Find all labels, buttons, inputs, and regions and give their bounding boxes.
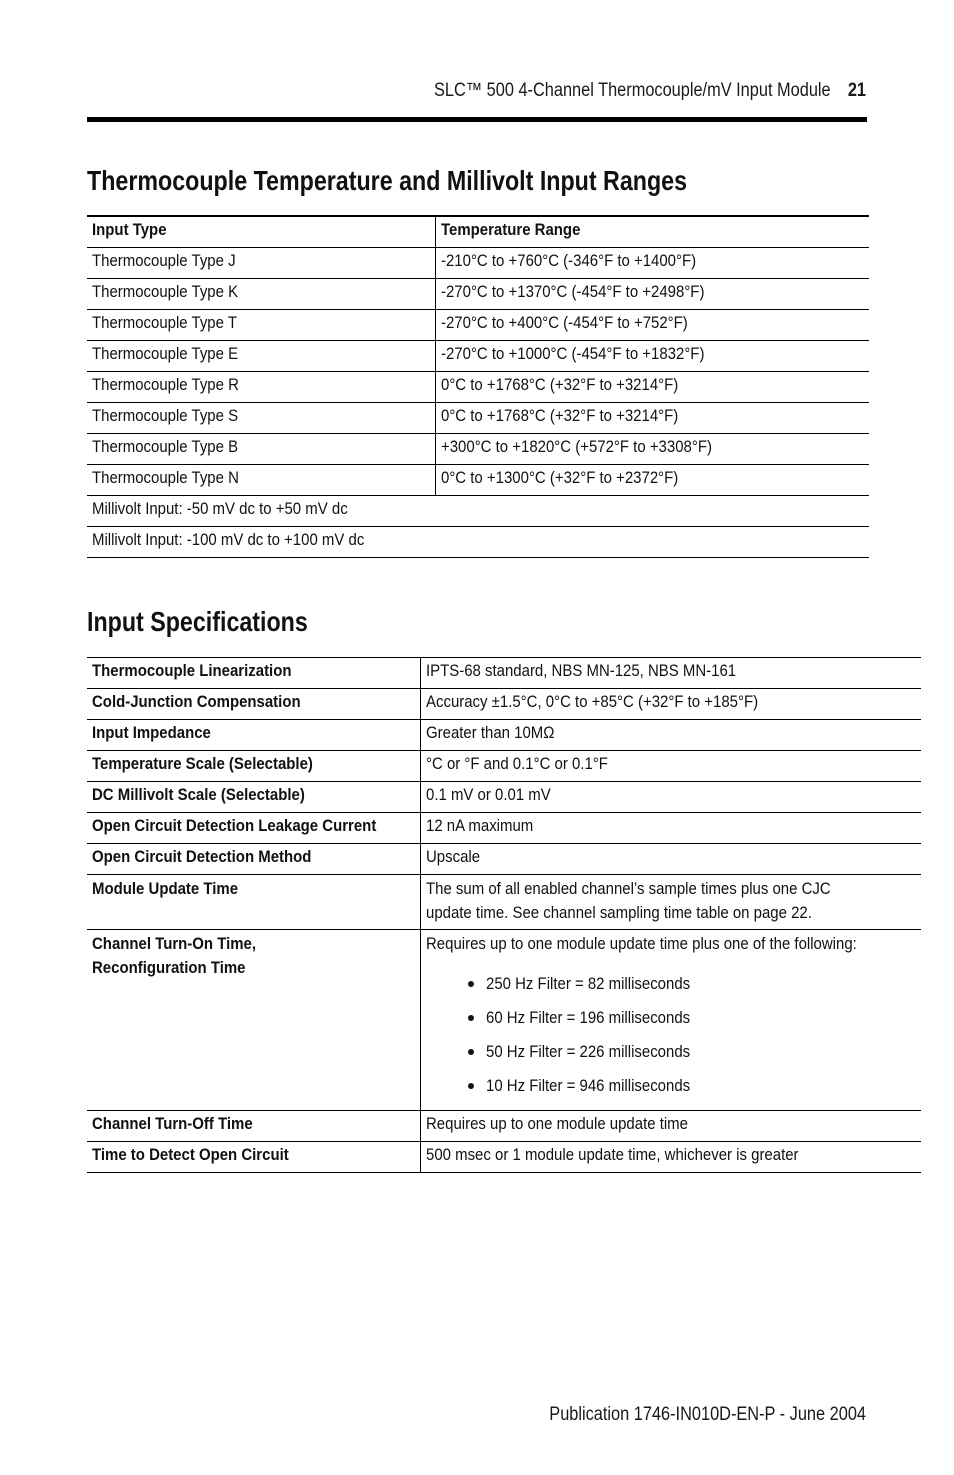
section-title-input-specifications: Input Specifications [87,606,308,637]
temperature-range-cell: -210°C to +760°C (-346°F to +1400°F) [436,248,870,279]
millivolt-range-cell: Millivolt Input: -100 mV dc to +100 mV dc [87,527,869,558]
table-row [87,930,921,1111]
column-header-input-type: Input Type [87,216,436,248]
temperature-range-cell: +300°C to +1820°C (+572°F to +3308°F) [436,434,870,465]
table-row [87,372,869,403]
table-row [87,465,869,496]
bullet-icon [468,1049,474,1055]
column-header-temperature-range: Temperature Range [436,216,870,248]
input-type-cell: Thermocouple Type B [87,434,436,465]
spec-value: 500 msec or 1 module update time, whichever is greater [421,1142,921,1173]
temperature-range-cell: -270°C to +1000°C (-454°F to +1832°F) [436,341,870,372]
spec-value: The sum of all enabled channel’s sample times plus one CJC update time. See channel sampling time table on page 22. [421,875,921,930]
spec-value: Requires up to one module update time plus one of the following: 250 Hz Filter = 82 milliseconds 60 Hz Filter = 196 milliseconds 50 Hz Filter = 226 milliseconds 10 Hz Filter = 946 milliseconds [421,930,921,1111]
table-row [87,248,869,279]
publication-footer: Publication 1746-IN010D-EN-P - June 2004 [549,1404,866,1425]
spec-label: Input Impedance [87,720,421,751]
input-type-cell: Thermocouple Type R [87,372,436,403]
table-row [87,341,869,372]
spec-value: Greater than 10MΩ [421,720,921,751]
spec-label: Thermocouple Linearization [87,658,421,689]
header-rule [87,117,867,122]
spec-value: °C or °F and 0.1°C or 0.1°F [421,751,921,782]
bullet-icon [468,981,474,987]
temperature-range-cell: 0°C to +1768°C (+32°F to +3214°F) [436,372,870,403]
list-item: 250 Hz Filter = 82 milliseconds [426,970,916,1004]
table-row [87,813,921,844]
millivolt-range-cell: Millivolt Input: -50 mV dc to +50 mV dc [87,496,869,527]
filter-list [426,970,916,1106]
table-row [87,844,921,875]
input-type-cell: Thermocouple Type T [87,310,436,341]
input-ranges-table [87,215,869,558]
table-row [87,1142,921,1173]
spec-label: DC Millivolt Scale (Selectable) [87,782,421,813]
spec-value: Accuracy ±1.5°C, 0°C to +85°C (+32°F to +185°F) [421,689,921,720]
spec-value: 12 nA maximum [421,813,921,844]
list-item: 10 Hz Filter = 946 milliseconds [426,1072,916,1106]
table-row [87,658,921,689]
spec-value: 0.1 mV or 0.01 mV [421,782,921,813]
spec-value: Requires up to one module update time [421,1111,921,1142]
spec-value: Upscale [421,844,921,875]
table-row [87,310,869,341]
page-number: 21 [847,80,866,101]
input-specifications-table [87,657,921,1173]
input-type-cell: Thermocouple Type S [87,403,436,434]
input-type-cell: Thermocouple Type E [87,341,436,372]
table-row [87,751,921,782]
spec-label: Temperature Scale (Selectable) [87,751,421,782]
table-row [87,689,921,720]
spec-label: Open Circuit Detection Method [87,844,421,875]
list-item: 50 Hz Filter = 226 milliseconds [426,1038,916,1072]
spec-label: Time to Detect Open Circuit [87,1142,421,1173]
spec-label: Cold-Junction Compensation [87,689,421,720]
bullet-icon [468,1015,474,1021]
running-header [196,80,866,102]
table-header-row [87,216,869,248]
spec-label: Channel Turn-Off Time [87,1111,421,1142]
temperature-range-cell: 0°C to +1300°C (+32°F to +2372°F) [436,465,870,496]
table-row [87,1111,921,1142]
table-row [87,782,921,813]
section-title-input-ranges: Thermocouple Temperature and Millivolt Input Ranges [87,165,688,196]
table-row [87,279,869,310]
input-type-cell: Thermocouple Type K [87,279,436,310]
table-row [87,434,869,465]
table-row-span [87,527,869,558]
table-row [87,875,921,930]
spec-label: Open Circuit Detection Leakage Current [87,813,421,844]
input-type-cell: Thermocouple Type N [87,465,436,496]
temperature-range-cell: -270°C to +1370°C (-454°F to +2498°F) [436,279,870,310]
temperature-range-cell: -270°C to +400°C (-454°F to +752°F) [436,310,870,341]
temperature-range-cell: 0°C to +1768°C (+32°F to +3214°F) [436,403,870,434]
table-row [87,720,921,751]
spec-label: Channel Turn-On Time, Reconfiguration Time [87,930,421,1111]
bullet-icon [468,1083,474,1089]
spec-label: Module Update Time [87,875,421,930]
input-type-cell: Thermocouple Type J [87,248,436,279]
table-row [87,403,869,434]
spec-value: IPTS-68 standard, NBS MN-125, NBS MN-161 [421,658,921,689]
running-header-title: SLC™ 500 4-Channel Thermocouple/mV Input Module [433,80,831,101]
list-item: 60 Hz Filter = 196 milliseconds [426,1004,916,1038]
table-row-span [87,496,869,527]
